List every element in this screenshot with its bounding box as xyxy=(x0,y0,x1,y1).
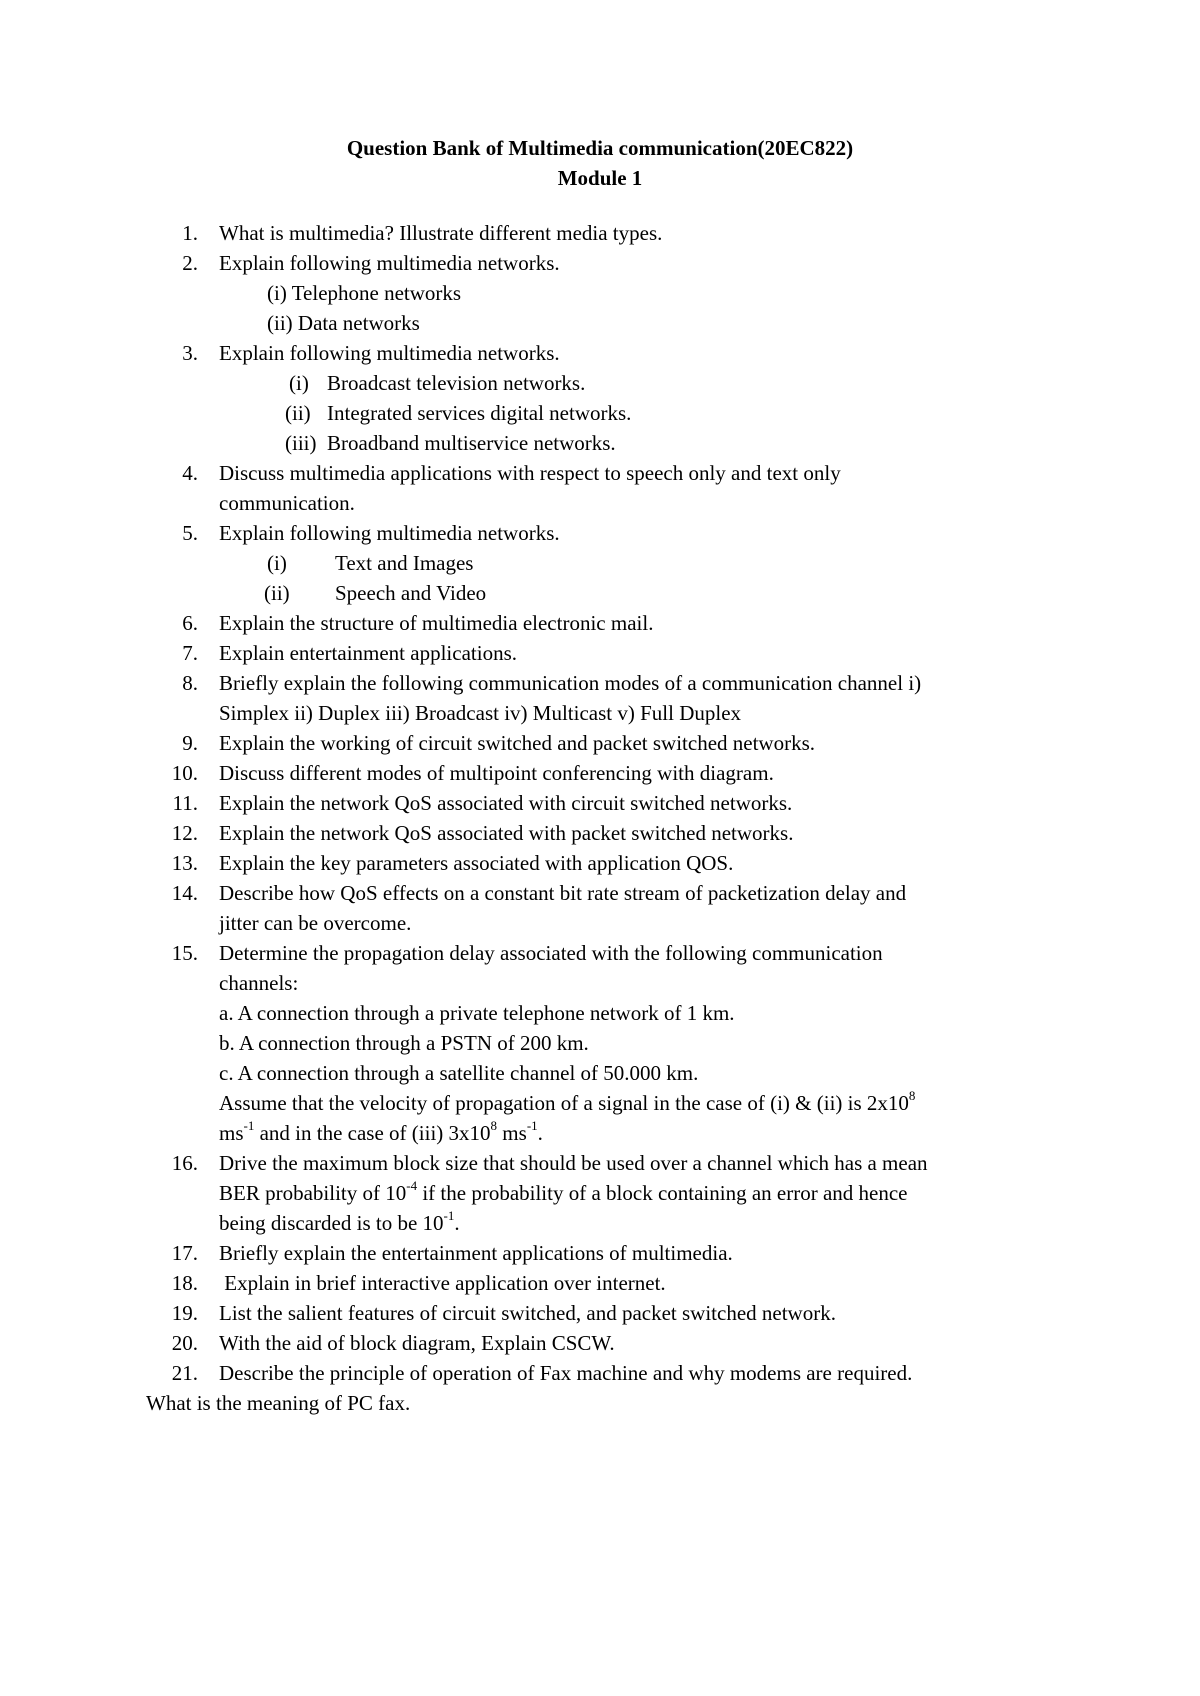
question-text: Explain following multimedia networks. xyxy=(219,251,560,275)
sub-item: a. A connection through a private telephone network of 1 km. xyxy=(219,1001,735,1025)
sub-item: (i) Telephone networks xyxy=(267,281,462,305)
question-number: 18. xyxy=(171,1271,198,1295)
question-number: 2. xyxy=(182,251,198,275)
sub-item: b. A connection through a PSTN of 200 km. xyxy=(219,1031,589,1055)
question-text: Explain in brief interactive application over internet. xyxy=(219,1271,666,1295)
question-number: 21. xyxy=(171,1361,198,1385)
question-number: 6. xyxy=(182,611,198,635)
question-number: 19. xyxy=(171,1301,198,1325)
question-number: 14. xyxy=(171,881,198,905)
question-number: 12. xyxy=(171,821,198,845)
question-text: being discarded is to be $10^{-1}$. xyxy=(219,1208,460,1235)
question-text: BER probability of $10^{-4}$ if the probability of a block containing an error and hence xyxy=(219,1178,908,1205)
sub-item: (ii) Data networks xyxy=(267,311,420,335)
question-text: Assume that the velocity of propagation of a signal in the case of (i) & (ii) is $2x10^8$ xyxy=(219,1088,916,1115)
question-text: Discuss different modes of multipoint conferencing with diagram. xyxy=(219,761,774,785)
question-text: Drive the maximum block size that should be used over a channel which has a mean xyxy=(219,1151,928,1175)
question-text: Explain the working of circuit switched and packet switched networks. xyxy=(219,731,815,755)
question-text: Explain the network QoS associated with packet switched networks. xyxy=(219,821,794,845)
question-text: Explain the network QoS associated with circuit switched networks. xyxy=(219,791,793,815)
sub-item: Text and Images xyxy=(335,551,474,575)
question-number: 1. xyxy=(182,221,198,245)
sub-item: Speech and Video xyxy=(335,581,487,605)
question-text: Describe the principle of operation of Fax machine and why modems are required. xyxy=(219,1361,913,1385)
sub-item-marker: (i) xyxy=(267,551,287,575)
sub-item-marker: (i) xyxy=(289,371,309,395)
question-number: 11. xyxy=(172,791,198,815)
question-text: Determine the propagation delay associated with the following communication xyxy=(219,941,883,965)
question-text: Discuss multimedia applications with respect to speech only and text only xyxy=(219,461,841,485)
question-text: List the salient features of circuit switched, and packet switched network. xyxy=(219,1301,836,1325)
question-text: jitter can be overcome. xyxy=(219,911,412,935)
question-number: 13. xyxy=(171,851,198,875)
question-number: 7. xyxy=(182,641,198,665)
question-text: With the aid of block diagram, Explain CSCW. xyxy=(219,1331,615,1355)
question-text: Explain following multimedia networks. xyxy=(219,341,560,365)
question-number: 17. xyxy=(171,1241,198,1265)
question-number: 8. xyxy=(182,671,198,695)
sub-item: Broadband multiservice networks. xyxy=(327,431,616,455)
module-heading: Module 1 xyxy=(557,166,643,190)
question-number: 9. xyxy=(182,731,198,755)
question-text: What is the meaning of PC fax. xyxy=(146,1391,411,1415)
sub-item: Integrated services digital networks. xyxy=(327,401,632,425)
question-number: 15. xyxy=(171,941,198,965)
sub-item-marker: (ii) xyxy=(285,401,311,425)
question-number: 10. xyxy=(171,761,198,785)
question-text: What is multimedia? Illustrate different media types. xyxy=(219,221,663,245)
question-text: Explain entertainment applications. xyxy=(219,641,517,665)
sub-item-marker: (ii) xyxy=(264,581,290,605)
question-number: 20. xyxy=(171,1331,198,1355)
question-number: 16. xyxy=(171,1151,198,1175)
question-text: Simplex ii) Duplex iii) Broadcast iv) Multicast v) Full Duplex xyxy=(219,701,742,725)
question-text: Briefly explain the following communication modes of a communication channel i) xyxy=(219,671,922,695)
question-number: 5. xyxy=(182,521,198,545)
sub-item: c. A connection through a satellite channel of 50.000 km. xyxy=(219,1061,699,1085)
question-text: Explain following multimedia networks. xyxy=(219,521,560,545)
question-number: 4. xyxy=(182,461,198,485)
question-text: Explain the key parameters associated with application QOS. xyxy=(219,851,734,875)
question-text: Explain the structure of multimedia electronic mail. xyxy=(219,611,654,635)
document-title: Question Bank of Multimedia communication(20EC822) xyxy=(346,136,854,160)
question-text: communication. xyxy=(219,491,355,515)
sub-item-marker: (iii) xyxy=(285,431,317,455)
question-number: 3. xyxy=(182,341,198,365)
question-text: Briefly explain the entertainment applications of multimedia. xyxy=(219,1241,733,1265)
sub-item: Broadcast television networks. xyxy=(327,371,586,395)
question-text: $ms^{-1}$ and in the case of (iii) $3x10^8$ $ms^{-1}$. xyxy=(219,1118,543,1145)
question-text: channels: xyxy=(219,971,299,995)
question-text: Describe how QoS effects on a constant bit rate stream of packetization delay and xyxy=(219,881,907,905)
